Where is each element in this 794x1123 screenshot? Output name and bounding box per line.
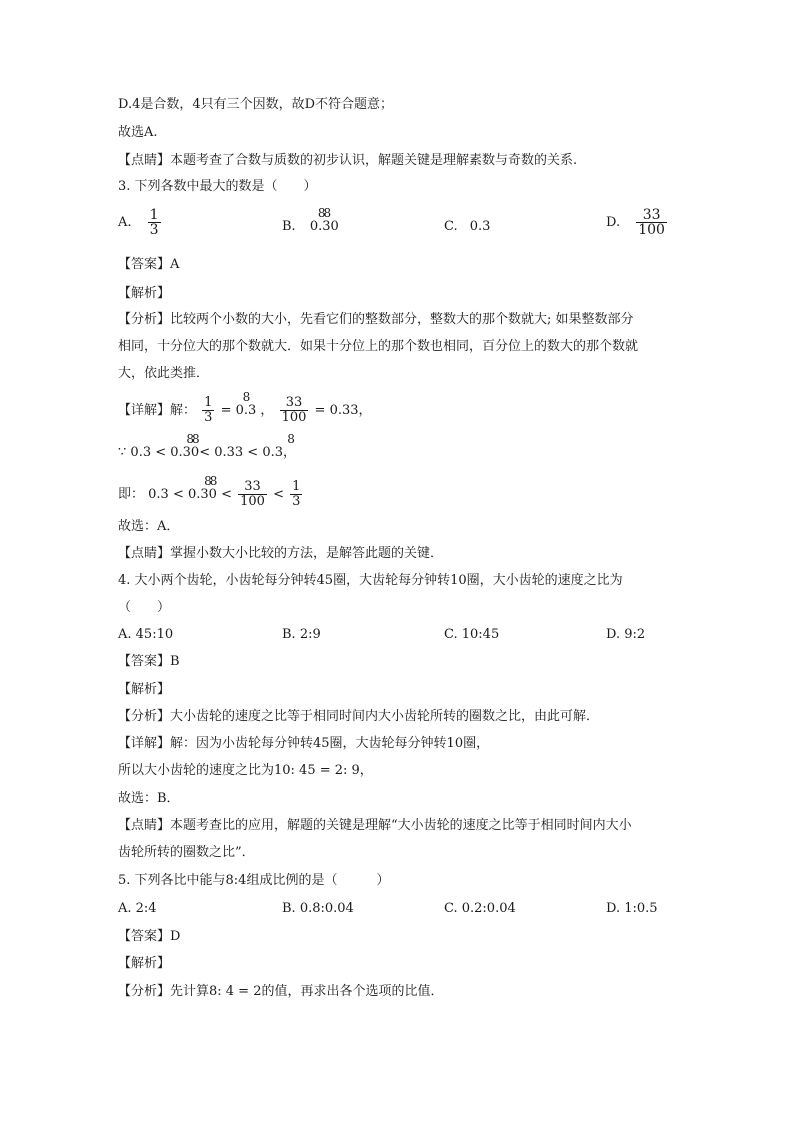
fraction xyxy=(202,396,214,425)
fraction xyxy=(290,480,302,509)
analysis-header: 【解析】 xyxy=(118,956,171,971)
text-line: 【点睛】本题考查比的应用，解题的关键是理解“大小齿轮的速度之比等于相同时间内大小 xyxy=(118,818,632,833)
numerator: 33 xyxy=(642,207,661,223)
q4-option-d: D. 9:2 xyxy=(606,627,646,642)
text-line: 【点睛】掌握小数大小比较的方法，是解答此题的关键． xyxy=(118,546,444,561)
analysis-header: 【解析】 xyxy=(118,682,171,697)
so-label: 即： xyxy=(118,487,145,502)
less-than: < xyxy=(221,487,232,502)
numerator: 33 xyxy=(244,479,261,494)
fraction xyxy=(148,208,161,237)
detail-label: 【详解】解： xyxy=(118,403,197,418)
q4-option-b: B. 2:9 xyxy=(282,627,321,642)
q5-option-b: B. 0.8:0.04 xyxy=(282,901,354,916)
q3-option-d xyxy=(606,208,669,237)
equation-part: = 0.33， xyxy=(314,403,372,418)
text-line: 【分析】先计算8: 4 = 2的值，再求出各个选项的比值． xyxy=(118,984,444,999)
text-line: 相同，十分位大的那个数就大．如果十分位上的那个数也相同，百分位上的数大的那个数就 xyxy=(118,339,639,354)
fraction xyxy=(238,480,267,509)
numerator: 1 xyxy=(149,207,159,223)
option-value: 0.3 xyxy=(469,219,491,234)
repeating-decimal xyxy=(309,206,339,236)
q3-option-c xyxy=(444,218,490,236)
so-line xyxy=(118,474,304,509)
q3-option-b xyxy=(282,206,339,236)
equation-part: = 0.3 xyxy=(220,403,257,418)
analysis-header: 【解析】 xyxy=(118,286,171,301)
q4-option-c: C. 10:45 xyxy=(444,627,500,642)
text-line: 所以大小齿轮的速度之比为10: 45 = 2: 9， xyxy=(118,763,373,778)
because-symbol: ∵ xyxy=(118,445,127,460)
inequality-part: < 0.33 < 0.3 xyxy=(199,445,284,460)
repeating-decimal xyxy=(130,432,200,462)
repeat-marks: 88 xyxy=(204,474,216,488)
numerator: 1 xyxy=(292,479,301,494)
option-label: B. xyxy=(282,219,296,234)
q5-option-c: C. 0.2:0.04 xyxy=(444,901,516,916)
denominator: 3 xyxy=(204,410,213,425)
question-3: 3. 下列各数中最大的数是（ ） xyxy=(118,179,317,194)
repeat-marks: 88 xyxy=(186,432,198,446)
option-label: C. xyxy=(444,219,458,234)
fraction xyxy=(280,396,309,425)
inequality-part: 0.3 < 0.30 xyxy=(148,487,217,502)
text-line: 故选A. xyxy=(118,125,158,140)
numerator: 1 xyxy=(204,395,213,410)
inequality-part: 0.3 < 0.30 xyxy=(130,445,200,460)
less-than: < xyxy=(273,487,284,502)
denominator: 3 xyxy=(292,494,301,509)
text-line: 故选：A． xyxy=(118,519,180,534)
option-label: D. xyxy=(606,215,621,230)
text-line: 故选：B． xyxy=(118,791,180,806)
q3-option-a xyxy=(118,208,163,237)
text-line: 【分析】大小齿轮的速度之比等于相同时间内大小齿轮所转的圈数之比，由此可解． xyxy=(118,709,600,724)
q5-option-d: D. 1:0.5 xyxy=(606,901,658,916)
q5-option-a: A. 2:4 xyxy=(118,901,157,916)
numerator: 33 xyxy=(285,395,303,410)
question-4: 4. 大小两个齿轮，小齿轮每分钟转45圈，大齿轮每分钟转10圈，大小齿轮的速度之比为 xyxy=(118,573,623,588)
repeating-decimal xyxy=(220,390,257,420)
decimal-value: 0.30 xyxy=(309,219,339,234)
question-5: 5. 下列各比中能与8:4组成比例的是（ ） xyxy=(118,873,390,888)
question-4-bracket: （ ） xyxy=(118,600,171,615)
detail-math-line xyxy=(118,390,372,425)
option-label: A. xyxy=(118,215,132,230)
repeat-mark: 8 xyxy=(242,390,249,404)
text-line: 【点睛】本题考查了合数与质数的初步认识，解题关键是理解素数与奇数的关系. xyxy=(118,153,578,168)
text-line: 大，依此类推． xyxy=(118,366,210,381)
fraction xyxy=(636,208,667,237)
denominator: 100 xyxy=(281,410,307,425)
text-line: 【分析】比较两个小数的大小，先看它们的整数部分，整数大的那个数就大; 如果整数部分 xyxy=(118,312,634,327)
denominator: 100 xyxy=(638,222,665,238)
text-line: 【详解】解：因为小齿轮每分钟转45圈，大齿轮每分钟转10圈， xyxy=(118,736,490,751)
text-line: 齿轮所转的圈数之比”． xyxy=(118,845,255,860)
repeat-mark: 8 xyxy=(287,432,293,446)
punctuation: ， xyxy=(283,445,297,460)
answer-line: 【答案】D xyxy=(118,929,181,944)
because-line xyxy=(118,432,297,462)
text-line: D.4是合数，4只有三个因数，故D不符合题意； xyxy=(118,97,394,112)
q4-option-a: A. 45:10 xyxy=(118,627,174,642)
denominator: 3 xyxy=(149,222,159,238)
denominator: 100 xyxy=(240,494,265,509)
answer-line: 【答案】B xyxy=(118,654,180,669)
repeat-marks: 88 xyxy=(317,206,330,220)
punctuation: ， xyxy=(260,403,274,418)
answer-line: 【答案】A xyxy=(118,257,180,272)
repeating-decimal xyxy=(148,474,217,504)
repeating-decimal xyxy=(199,432,293,462)
